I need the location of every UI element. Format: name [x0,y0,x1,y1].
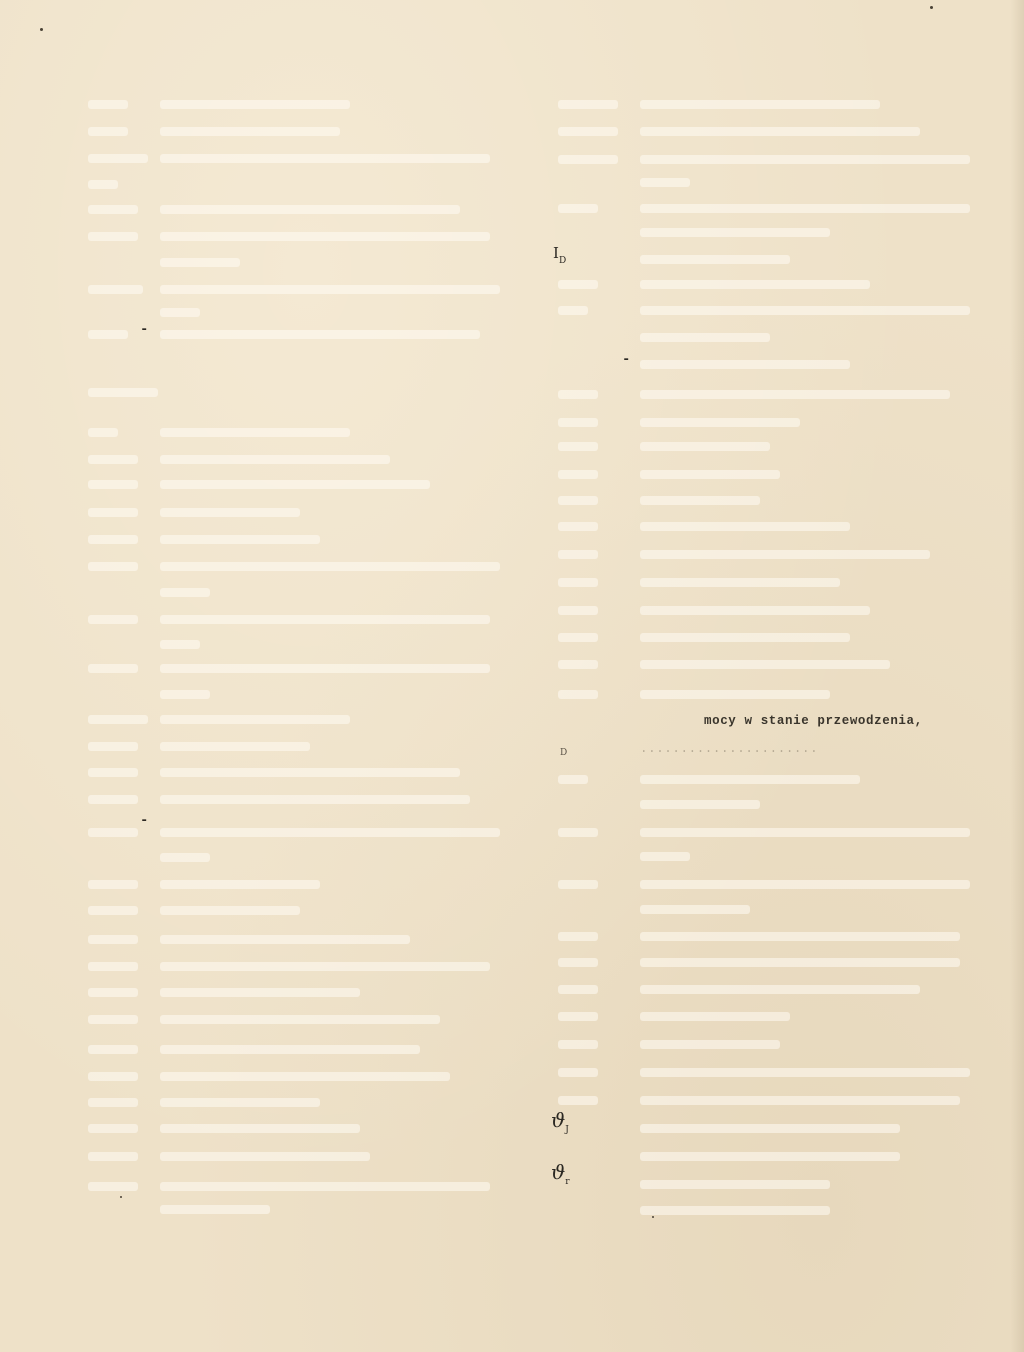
faded-label-bar [558,204,598,213]
faded-label-bar [558,418,598,427]
faded-text-bar [640,1206,830,1215]
symbol-theta-r-subscript: r [565,1177,570,1187]
faded-text-bar [160,935,410,944]
symbol-theta-r-main: ϑ [551,1160,566,1184]
faded-text-bar [160,1124,360,1133]
faded-label-bar [88,127,128,136]
faded-text-bar [160,853,210,862]
faded-text-bar [640,1180,830,1189]
faded-text-bar [160,232,490,241]
faded-text-bar [640,606,870,615]
faded-text-bar [640,1152,900,1161]
dash-mark-3: - [140,813,149,829]
faded-text-bar [160,154,490,163]
faded-label-bar [88,715,148,724]
paper-speck [40,28,43,31]
faded-text-bar [640,905,750,914]
faded-label-bar [558,690,598,699]
symbol-theta-j [551,1108,569,1134]
faded-label-bar [88,388,158,397]
faded-text-bar [640,1096,960,1105]
faded-label-bar [88,962,138,971]
faded-text-bar [160,1015,440,1024]
faded-label-bar [558,828,598,837]
faded-label-bar [88,480,138,489]
faded-text-bar [160,480,430,489]
faded-text-bar [160,962,490,971]
faded-text-bar [160,455,390,464]
faded-text-bar [160,640,200,649]
faded-label-bar [558,932,598,941]
faded-text-bar [160,100,350,109]
faded-label-bar [88,428,118,437]
faded-label-bar [558,522,598,531]
faded-label-bar [88,1072,138,1081]
faded-label-bar [88,1045,138,1054]
faded-text-bar [640,852,690,861]
faded-text-bar [640,1124,900,1133]
symbol-theta-j-main: ϑ [551,1108,566,1132]
symbol-i-d-main: I [553,244,559,262]
paper-speck [930,6,933,9]
symbol-i-d-subscript: D [558,256,567,266]
faded-text-bar [640,1040,780,1049]
faded-label-bar [88,1015,138,1024]
faded-text-bar [640,775,860,784]
faded-text-bar [640,306,970,315]
faded-label-bar [88,535,138,544]
faded-text-bar [160,588,210,597]
faded-text-bar [160,715,350,724]
faded-text-bar [640,390,950,399]
faded-label-bar [88,935,138,944]
faded-label-bar [558,1040,598,1049]
faded-text-bar [640,442,770,451]
faded-label-bar [88,1124,138,1133]
faded-text-bar [160,205,460,214]
faded-text-bar [160,1182,490,1191]
faded-label-bar [558,496,598,505]
faded-text-bar [640,633,850,642]
faded-label-bar [88,880,138,889]
symbol-i-d [553,244,566,265]
faded-text-bar [160,906,300,915]
faded-text-bar [160,508,300,517]
faded-text-bar [640,204,970,213]
faded-text-bar [160,742,310,751]
faded-label-bar [88,562,138,571]
faded-text-bar [640,522,850,531]
symbol-lower-mark-text: D [560,748,568,758]
faded-text-bar [640,932,960,941]
faded-text-bar [640,578,840,587]
faded-text-bar [640,470,780,479]
faded-text-bar [640,880,970,889]
symbol-lower-mark [560,748,567,758]
faded-label-bar [88,232,138,241]
faded-text-bar [160,1072,450,1081]
faded-text-bar [160,562,500,571]
faded-text-bar [160,768,460,777]
faded-text-bar [160,1098,320,1107]
faded-label-bar [88,795,138,804]
faded-text-bar [160,330,480,339]
faded-text-bar [160,308,200,317]
faded-text-bar [640,155,970,164]
faded-label-bar [558,550,598,559]
faded-label-bar [558,127,618,136]
faded-text-bar [160,258,240,267]
faded-label-bar [88,742,138,751]
faded-label-bar [88,768,138,777]
faint-text-line: ...................... [640,742,819,756]
faded-text-bar [640,660,890,669]
faded-text-bar [640,828,970,837]
faded-label-bar [88,154,148,163]
faded-text-bar [160,664,490,673]
faded-label-bar [88,664,138,673]
faded-text-bar [160,127,340,136]
faded-text-bar [160,535,320,544]
faded-text-bar [640,255,790,264]
faded-text-bar [640,333,770,342]
faded-label-bar [88,828,138,837]
faded-text-bar [640,1012,790,1021]
faded-text-bar [640,418,800,427]
faded-label-bar [88,988,138,997]
legible-text-line: mocy w stanie przewodzenia, [704,714,923,728]
faded-label-bar [558,633,598,642]
faded-label-bar [558,100,618,109]
faded-text-bar [640,178,690,187]
dash-mark-1: - [140,322,149,338]
faded-label-bar [88,285,143,294]
faded-text-bar [160,1045,420,1054]
faded-text-bar [640,127,920,136]
faded-label-bar [88,508,138,517]
faded-text-bar [640,100,880,109]
faded-label-bar [558,958,598,967]
paper-speck [120,1196,122,1198]
faded-label-bar [558,775,588,784]
faded-text-bar [640,690,830,699]
faded-text-bar [640,985,920,994]
faded-text-bar [640,496,760,505]
faded-text-bar [160,690,210,699]
faded-label-bar [558,1068,598,1077]
faded-label-bar [558,155,618,164]
faded-text-bar [640,1068,970,1077]
faded-label-bar [558,1012,598,1021]
faded-text-bar [160,1205,270,1214]
faded-text-bar [640,280,870,289]
faded-label-bar [88,615,138,624]
dash-mark-2: - [622,352,631,368]
faded-label-bar [558,880,598,889]
faded-text-bar [160,795,470,804]
faded-label-bar [88,180,118,189]
faded-label-bar [558,578,598,587]
faded-text-bar [640,550,930,559]
faded-label-bar [88,455,138,464]
faded-label-bar [88,1182,138,1191]
faded-label-bar [88,330,128,339]
faded-label-bar [558,1096,598,1105]
symbol-theta-r [551,1160,570,1186]
faded-label-bar [558,985,598,994]
faded-text-bar [160,828,500,837]
faded-text-bar [160,1152,370,1161]
faded-label-bar [558,442,598,451]
faded-text-bar [640,958,960,967]
faded-label-bar [558,390,598,399]
faded-label-bar [558,606,598,615]
faded-label-bar [558,306,588,315]
faded-text-bar [160,285,500,294]
faded-label-bar [88,906,138,915]
faded-text-bar [640,228,830,237]
faded-text-bar [160,880,320,889]
faded-label-bar [88,1152,138,1161]
page-edge-shadow [1010,0,1024,1352]
faded-label-bar [558,280,598,289]
faded-label-bar [558,470,598,479]
faded-label-bar [88,100,128,109]
faded-label-bar [558,660,598,669]
symbol-theta-j-subscript: J [565,1125,569,1135]
faded-text-bar [160,615,490,624]
faded-text-bar [640,800,760,809]
faded-text-bar [160,428,350,437]
paper-speck [652,1216,654,1218]
faded-label-bar [88,205,138,214]
faded-text-bar [160,988,360,997]
faded-text-bar [640,360,850,369]
faded-label-bar [88,1098,138,1107]
